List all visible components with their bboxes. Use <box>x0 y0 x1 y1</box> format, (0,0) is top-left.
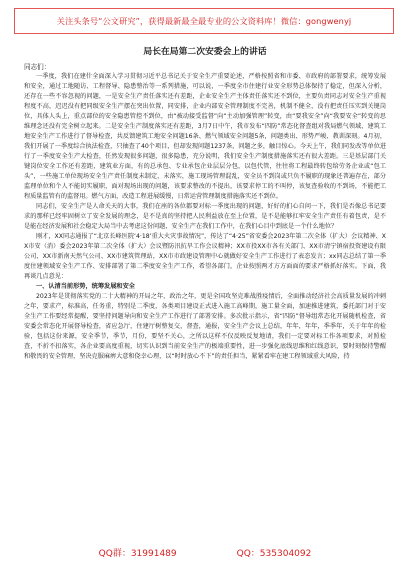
qq-contact: QQ：535304092 <box>236 548 312 559</box>
paragraph-3: 刚才，XX同志通报了“北京长峰医院‘4·18’重大火灾事故情况”，传达了“4·25”省安委会2023年第二次全体（扩大）会议精神、XX市安（消）委会2023年第二次全体（扩大）会议暨防汛抗旱工作会议精神；XX市投XX市各有关部门、XX市清宁镇宿投资建设有限公司、XX市新南天然气公司、XX市建筑管理站，XX市市政建设管理中心就做好安全生产工作进行了表态发言；xx同志总结了第一季度住建领域安全生产工作、安排部署了第二季度安全生产工作，希望各部门，企业按照两才方方面面的要求严格抓好落实。下面，我再谈几点意见： <box>24 233 386 280</box>
greeting: 同志们： <box>24 63 51 71</box>
paragraph-4: 2023年是贯彻落实党的二十大精神的开局之年，政治之年，更是全国攻坚克难战胜疫情后，全面推动经济社会高质量发展的冲刺之年，要求产，标准高，任务重，特别是二季度，各类项目建设正式进入施工高峰期，施工量全面，加速推进建筑，委托部门对于安全生产工作要经常提醒，要坚持问题导向和安全生产工作进行了部署安排。多次批示指示，省“四防”督导组常态化开展随机检查，省安委会常态化开展督导检查，省应急厅，住建厅树整复交，督查，通报，安全生产会议上总结，年年，年年，季季年，关于年年的检验，包括这份来源，安全季节，季节，月份，要坚不关心，之所以这样不仅反映反复地请，我们一定要对标工作各项要求，对照检查，不折不扣落实，各企业要高度重视，切实认识到当前安全生产的极端重要性，进一步强化底线思维和红线意识，要时刻保持警醒和敬畏的安全管理，坚决克服麻痹大意和侥幸心理，以“时时放心不下”的责任担当，紧紧看牢在建工程领域重大风险，持 <box>24 293 386 360</box>
paragraph-2: 同志们，安全生产是人命关天的大事，我们在座的各位都要对标一季度出现的问题，好好的扪心自问一下，我们是否像总书记要求的那样已经牢固树立了安全发展的理念，是不是真的坚持把人民利益放在至上位置，是不是能够扛牢安全生产责任有着包责，是不是能在经济发展和社会稳定大局当中去考虑这份问题，安全生产在我们工作中，在我们心目中到底是一个什么地位？ <box>24 203 386 230</box>
banner-text: 关注头条号“公文研究”，获得最新最全最专业的公文资料库！微信：gongwenyj <box>56 15 352 26</box>
document-title: 局长在局第二次安委会上的讲话 <box>143 47 267 57</box>
contact-footer <box>24 540 386 564</box>
document-page <box>24 44 386 534</box>
paragraph-1: 一季度，我们在建什全面深入学习贯彻习近平总书记关于安全生产重要论述，严格按照省和市委、市政府的部署要求，统筹发展和安全，通过工地随访、工程督导、隐患整治等一系列措施，可以说，一季度全市住建行业安全形势总体保持了稳定，但深入分析，还存在一些不容忽视的问题，一是安全生产责任落实还有差距，企业安全生产主体责任落实还不到位，主要负责同志对安全生产重视程度不高，迟迟没有把同级安全生产摆在突出位置，同安排，企业内部安全管理制度不完善，机制不健全，没有把责任压实到关键岗位，具体人头上，重点部位的安全隐患管控不到位，由“被动接受监督”向“主动加强管理”转变，由“要我安全”向“我要安全”转变的思维理念还没有完全树立起来。二是安全生产制度落实还有差距，3月7日中午，我市发布“四防”常态化督查组对我局燃气领域、建筑工地安全生产工作进行了督导检查，共反馈建筑工地安全问题16条、燃气领域安全问题5条，问题类出、形势严峻、教训深刻。4月初，我们开展了一季度综合执法检查，只抽查了40个项目，但却发现问题1237条，问题之多，触目惊心。今天上午，我们同发改等单位进行了一季度安全生产大检查，任然发现很多问题，很多隐患，充分说明，我们安全生产制度措施落实还有很大差距。三是基层部门关键岗位安全工作还有差距，建筑业方面，有的总承包、专业承包企业层层分包，以包代管，往往将工程最终转包给劳务企业或“包工头”，一些施工单位现场安全生产责任制度未制定，未落实，施工现场管理混乱，安全员不到岗或只负不履职的现象还普遍存在，部分监理单位和个人不能切实履职，面对现场出现的问题，该要求整改的不提出，该要求停工的不叫停，该复查验收的不到场，不能把工程质量监管有的监督用。燃气方面，改造工程进展缓慢，日常运营管理制度措施落实还不到位。 <box>24 73 386 200</box>
promo-banner <box>14 8 394 34</box>
qq-group: QQ群：31991489 <box>98 548 177 559</box>
section-heading: 一、认清当前形势，统筹发展和安全 <box>36 283 135 290</box>
